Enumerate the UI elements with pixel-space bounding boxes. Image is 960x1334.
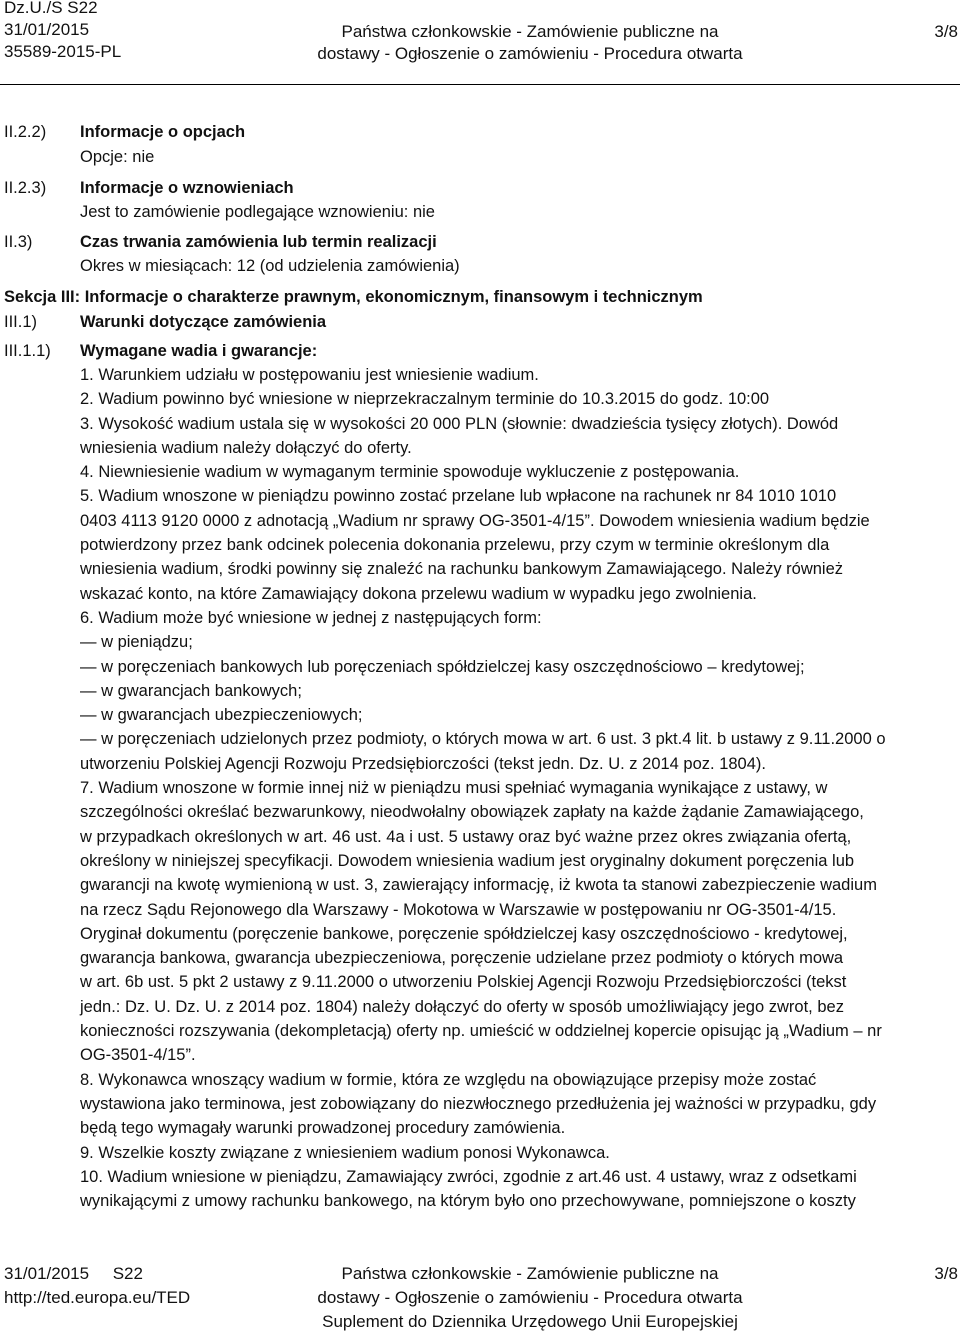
body-line: potwierdzony przez bank odcinek polecenia dokonania przelewu, przy czym w terminie określonym dla [80, 536, 830, 555]
footer-date: 31/01/2015 [4, 1264, 90, 1283]
journal-ref: Dz.U./S S22 [4, 0, 98, 17]
body-line: w art. 6b ust. 5 pkt 2 ustawy z 9.11.2000 o utworzeniu Polskiej Agencji Rozwoju Przedsiębiorczości (tekst [80, 973, 847, 992]
body-line: 0403 4113 9120 0000 z adnotacją „Wadium nr sprawy OG-3501-4/15”. Dowodem wniesienia wadium będzie [80, 511, 870, 530]
body-line: — w poręczeniach udzielonych przez podmioty, o których mowa w art. 6 ust. 3 pkt.4 lit. b ustawy z 9.11.2000 o [80, 730, 886, 749]
footer-title [300, 1262, 760, 1334]
deposit-requirements-text [80, 363, 950, 1213]
section-number: II.2.2) [4, 123, 47, 141]
body-line: wystawiona jako terminowa, jest zobowiązany do niezwłocznego przedłużenia jej ważności w przypadku, gdy [80, 1094, 877, 1113]
section-value: Jest to zamówienie podlegające wznowieniu: nie [80, 203, 435, 221]
section-title: Informacje o wznowieniach [80, 179, 294, 197]
header-divider [0, 84, 960, 85]
section-title: Czas trwania zamówienia lub termin realizacji [80, 233, 437, 251]
body-line: będą tego wymagały warunki prowadzonej procedury zamówienia. [80, 1119, 566, 1138]
body-line: określony w niniejszej specyfikacji. Dowodem wniesienia wadium jest oryginalny dokument poręczenia lub [80, 851, 855, 870]
header-title [300, 21, 760, 65]
body-line: wniesienia wadium należy dołączyć do oferty. [80, 438, 412, 457]
header-left [4, 0, 121, 63]
body-line: — w gwarancjach bankowych; [80, 681, 302, 700]
subsection-title: Wymagane wadia i gwarancje: [80, 342, 318, 360]
body-line: szczególności określać bezwarunkowy, nieodwołalny obowiązek zapłaty na każde żądanie Zamawiającego, [80, 803, 864, 822]
body-line: Oryginał dokumentu (poręczenie bankowe, poręczenie spółdzielczej kasy oszczędnościowo - kredytowej, [80, 924, 848, 943]
body-line: wniesienia wadium, środki powinny się znaleźć na rachunku bankowym Zamawiającego. Należy również [80, 560, 844, 579]
footer-page-number: 3/8 [934, 1264, 958, 1283]
body-line: 3. Wysokość wadium ustala się w wysokości 20 000 PLN (słownie: dwadzieścia tysięcy złotych). Dowód [80, 414, 839, 433]
section-number: II.2.3) [4, 179, 47, 197]
body-line: konieczności rozszywania (dekompletacją) oferty np. umieścić w oddzielnej kopercie opisując ją „Wadium – nr [80, 1022, 882, 1041]
subsection-title: Warunki dotyczące zamówienia [80, 313, 327, 331]
body-line: 6. Wadium może być wniesione w jednej z następujących form: [80, 608, 542, 627]
body-line: jedn.: Dz. U. Dz. U. z 2014 poz. 1804) należy dołączyć do oferty w sposób umożliwiający jego zwrot, bez [80, 997, 844, 1016]
body-line: 9. Wszelkie koszty związane z wniesieniem wadium ponosi Wykonawca. [80, 1143, 610, 1162]
section-heading: Sekcja III: Informacje o charakterze prawnym, ekonomicznym, finansowym i technicznym [4, 288, 703, 306]
footer-date-series [4, 1262, 190, 1286]
body-line: — w poręczeniach bankowych lub poręczeniach spółdzielczej kasy oszczędnościowo – kredytowej; [80, 657, 805, 676]
body-line: — w gwarancjach ubezpieczeniowych; [80, 706, 363, 725]
footer-url: http://ted.europa.eu/TED [4, 1288, 191, 1307]
notice-number: 35589-2015-PL [4, 42, 122, 61]
body-line: 10. Wadium wniesione w pieniądzu, Zamawiający zwróci, zgodnie z art.46 ust. 4 ustawy, wraz z odsetkami [80, 1167, 857, 1186]
body-line: gwarancja bankowa, gwarancja ubezpieczeniowa, poręczenie udzielane przez podmioty o których mowa [80, 949, 844, 968]
section-title: Informacje o opcjach [80, 123, 246, 141]
footer-title-line3: Suplement do Dziennika Urzędowego Unii Europejskiej [322, 1312, 738, 1331]
footer-left [4, 1262, 190, 1310]
section-number: II.3) [4, 233, 33, 251]
body-line: 1. Warunkiem udziału w postępowaniu jest wniesienie wadium. [80, 366, 539, 384]
body-line: na rzecz Sądu Rejonowego dla Warszawy - Mokotowa w Warszawie w postępowaniu nr OG-3501-4/15. [80, 900, 837, 919]
body-line: 8. Wykonawca wnoszący wadium w formie, która ze względu na obowiązujące przepisy może zostać [80, 1070, 817, 1089]
footer-title-line2: dostawy - Ogłoszenie o zamówieniu - Procedura otwarta [317, 1288, 743, 1307]
body-line: 7. Wadium wnoszone w formie innej niż w pieniądzu musi spełniać wymagania wynikające z ustawy, w [80, 779, 828, 798]
body-line: 4. Niewniesienie wadium w wymaganym terminie spowoduje wykluczenie z postępowania. [80, 463, 740, 482]
body-line: — w pieniądzu; [80, 633, 193, 652]
header-title-line1: Państwa członkowskie - Zamówienie publiczne na [341, 22, 719, 41]
body-line: wynikającymi z umowy rachunku bankowego, na którym było ono przechowywane, pomniejszone o koszty [80, 1192, 856, 1211]
body-line: wskazać konto, na które Zamawiający dokona przelewu wadium w wypadku jego zwolnienia. [80, 584, 757, 603]
body-line: OG-3501-4/15”. [80, 1046, 196, 1065]
section-value: Opcje: nie [80, 148, 155, 166]
body-line: gwarancji na kwotę wymienioną w ust. 3, zawierający informację, iż kwota ta stanowi zabezpieczenie wadium [80, 876, 877, 895]
subsection-number: III.1.1) [4, 342, 51, 360]
section-value: Okres w miesiącach: 12 (od udzielenia zamówienia) [80, 257, 460, 275]
body-line: utworzeniu Polskiej Agencji Rozwoju Przedsiębiorczości (tekst jedn. Dz. U. z 2014 poz. 1804). [80, 754, 766, 773]
footer-series: S22 [112, 1264, 143, 1283]
body-line: 5. Wadium wnoszone w pieniądzu powinno zostać przelane lub wpłacone na rachunek nr 84 1010 1010 [80, 487, 837, 506]
header-date: 31/01/2015 [4, 20, 90, 39]
header-title-line2: dostawy - Ogłoszenie o zamówieniu - Procedura otwarta [317, 44, 743, 63]
body-line: w przypadkach określonych w art. 46 ust. 4a i ust. 5 ustawy oraz być ważne przez okres związania ofertą, [80, 827, 852, 846]
footer-title-line1: Państwa członkowskie - Zamówienie publiczne na [341, 1264, 719, 1283]
subsection-number: III.1) [4, 313, 38, 331]
body-line: 2. Wadium powinno być wniesione w nieprzekraczalnym terminie do 10.3.2015 do godz. 10:00 [80, 390, 770, 409]
header-page-number: 3/8 [934, 22, 958, 41]
